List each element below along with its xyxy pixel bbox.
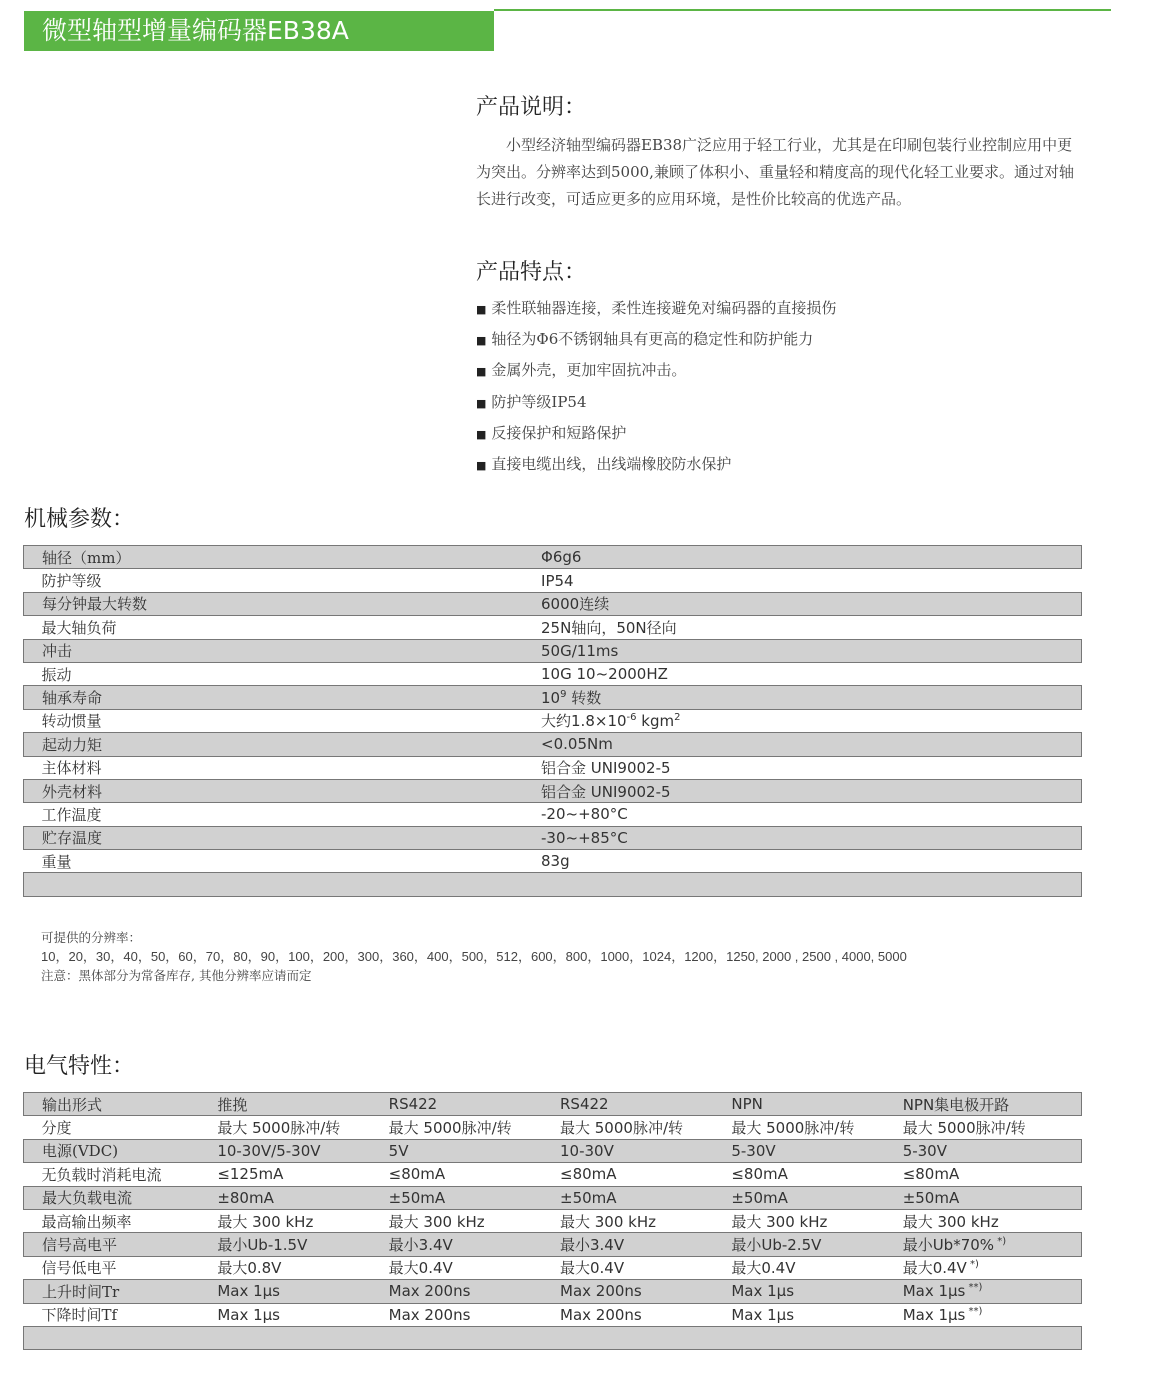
param-value-text: 铝合金 UNI9002-5: [541, 759, 671, 778]
cell-text: Max 200ns: [388, 1305, 471, 1324]
table-row: [24, 733, 1082, 756]
table-row: [24, 1303, 1082, 1326]
param-value: [523, 709, 1081, 732]
description-text: 小型经济轴型编码器EB38广泛应用于轻工行业，尤其是在印刷包装行业控制应用中更为突出。分辨率达到5000,兼顾了体积小、重量轻和精度高的现代化轻工业要求。通过对轴长进行改变，可适应更多的应用环境，是性价比较高的优选产品。: [476, 136, 1074, 208]
param-label: [24, 826, 524, 849]
table-row: [24, 592, 1082, 615]
electrical-value: [199, 1093, 370, 1116]
cell-text: 最小3.4V: [388, 1236, 453, 1255]
electrical-value: [371, 1280, 542, 1303]
feature-item: [476, 421, 836, 452]
cell-text: 电源(VDC): [42, 1142, 119, 1161]
table-row: [24, 1139, 1082, 1162]
bullet-icon: ■: [476, 334, 487, 348]
param-label: [24, 686, 524, 709]
table-row: [24, 1280, 1082, 1303]
cell-text: Max 1μs: [217, 1282, 280, 1301]
electrical-value: [371, 1163, 542, 1186]
electrical-value: [371, 1326, 542, 1349]
param-label: [24, 546, 524, 569]
cell-text: RS422: [388, 1095, 438, 1114]
param-value-sup: 2: [674, 712, 681, 724]
electrical-value: [885, 1256, 1082, 1279]
electrical-value: [885, 1093, 1082, 1116]
feature-item: [476, 296, 836, 327]
param-value: [523, 779, 1081, 802]
cell-text: 上升时间Tr: [42, 1282, 120, 1301]
param-value: [523, 850, 1081, 873]
param-value: [523, 616, 1081, 639]
electrical-value: [542, 1186, 713, 1209]
feature-item: [476, 327, 836, 358]
cell-text: 最大 300 kHz: [217, 1212, 314, 1231]
param-label-text: 贮存温度: [42, 829, 103, 848]
page-title-bar: [24, 11, 494, 51]
electrical-value: [885, 1186, 1082, 1209]
electrical-value: [885, 1326, 1082, 1349]
cell-text: ±50mA: [560, 1188, 617, 1207]
electrical-value: [713, 1116, 884, 1139]
table-row: [24, 616, 1082, 639]
electrical-value: [199, 1139, 370, 1162]
electrical-value: [542, 1139, 713, 1162]
table-row: [24, 709, 1082, 732]
cell-text: 最小Ub*70%: [902, 1236, 995, 1255]
feature-text: 防护等级IP54: [491, 392, 587, 411]
cell-text: NPN: [731, 1095, 763, 1114]
electrical-value: [199, 1280, 370, 1303]
param-value-sup: -6: [626, 712, 637, 724]
cell-text: 最大0.4V: [902, 1259, 967, 1278]
bullet-icon: ■: [476, 396, 487, 410]
cell-text: 最大 300 kHz: [560, 1212, 657, 1231]
param-label: [24, 803, 524, 826]
cell-text: 信号低电平: [41, 1259, 117, 1278]
electrical-value: [885, 1233, 1082, 1256]
electrical-value: [713, 1163, 884, 1186]
bullet-icon: ■: [476, 458, 487, 472]
electrical-value: [199, 1256, 370, 1279]
footnote-marker: *): [966, 1259, 979, 1271]
param-value-text: -30~+85°C: [541, 828, 628, 847]
electrical-value: [199, 1326, 370, 1349]
param-label-text: 转动惯量: [41, 712, 102, 731]
cell-text: Max 200ns: [388, 1282, 471, 1301]
feature-text: 柔性联轴器连接，柔性连接避免对编码器的直接损伤: [491, 299, 837, 317]
table-row: [24, 1093, 1082, 1116]
cell-text: 最大 300 kHz: [388, 1212, 485, 1231]
electrical-value: [713, 1209, 884, 1232]
param-value-text: 6000连续: [541, 595, 610, 614]
features-list: [476, 296, 836, 483]
param-label-text: 重量: [41, 852, 72, 871]
param-label: [24, 873, 524, 896]
cell-text: RS422: [560, 1095, 609, 1114]
param-value-text: 大约1.8×10: [541, 712, 627, 731]
param-label-text: 主体材料: [41, 759, 102, 778]
param-value-sup: 9: [560, 689, 567, 701]
electrical-value: [885, 1116, 1082, 1139]
cell-text: 最大 5000脉冲/转: [388, 1119, 512, 1138]
cell-text: ±50mA: [388, 1188, 446, 1207]
features-heading: 产品特点：: [476, 260, 587, 285]
electrical-label: [24, 1280, 200, 1303]
table-row: [24, 546, 1082, 569]
cell-text: 最大负载电流: [42, 1189, 133, 1208]
electrical-value: [199, 1186, 370, 1209]
table-row: [24, 662, 1082, 685]
cell-text: Max 1μs: [731, 1305, 795, 1324]
electrical-value: [713, 1233, 884, 1256]
table-row: [24, 803, 1082, 826]
cell-text: ≤125mA: [217, 1165, 284, 1184]
table-row: [24, 756, 1082, 779]
param-value-text: <0.05Nm: [541, 735, 613, 754]
title-divider: [494, 9, 1111, 11]
resolution-block: [41, 928, 907, 985]
resolution-label: 可提供的分辨率：: [41, 930, 142, 945]
param-value-text: 25N轴向，50N径向: [541, 618, 677, 637]
footnote-marker: *): [994, 1236, 1007, 1248]
cell-text: ≤80mA: [560, 1165, 617, 1184]
electrical-value: [713, 1256, 884, 1279]
table-row: [24, 850, 1082, 873]
electrical-label: [24, 1186, 200, 1209]
electrical-value: [885, 1209, 1082, 1232]
cell-text: 信号高电平: [42, 1236, 118, 1255]
electrical-value: [371, 1256, 542, 1279]
cell-text: 最小Ub-2.5V: [731, 1236, 822, 1255]
cell-text: 最小Ub-1.5V: [217, 1236, 308, 1255]
bullet-icon: ■: [476, 303, 487, 316]
cell-text: NPN集电极开路: [902, 1095, 1010, 1114]
electrical-value: [199, 1303, 370, 1326]
cell-text: 下降时间Tf: [41, 1306, 118, 1325]
electrical-label: [24, 1163, 200, 1186]
param-value: [523, 592, 1081, 615]
param-label: [24, 779, 524, 802]
table-row: [24, 1116, 1082, 1139]
param-label-text: 振动: [41, 665, 72, 684]
electrical-heading: 电气特性：: [24, 1054, 135, 1079]
param-value: [523, 733, 1081, 756]
cell-text: ≤80mA: [731, 1165, 788, 1184]
param-label: [24, 709, 524, 732]
param-value: [523, 803, 1081, 826]
electrical-value: [542, 1093, 713, 1116]
param-value: [523, 546, 1081, 569]
electrical-value: [371, 1093, 542, 1116]
param-value: [523, 569, 1081, 592]
electrical-label: [24, 1233, 200, 1256]
electrical-value: [542, 1326, 713, 1349]
param-value: [523, 873, 1081, 896]
resolution-values: 10，20，30，40，50，60，70，80，90，100，200，300，360，400，500，512，600，800，1000，1024，1200，1250, 2000 , 2500 , 4000, 5000: [41, 949, 907, 964]
cell-text: Max 1μs: [902, 1305, 966, 1324]
table-row: [24, 639, 1082, 662]
param-value-text: 50G/11ms: [541, 641, 619, 660]
param-label-text: 起动力矩: [42, 735, 103, 754]
param-label: [24, 756, 524, 779]
electrical-value: [542, 1209, 713, 1232]
cell-text: 最大 5000脉冲/转: [217, 1119, 341, 1138]
cell-text: 最大 5000脉冲/转: [902, 1119, 1026, 1138]
electrical-value: [713, 1326, 884, 1349]
electrical-value: [371, 1303, 542, 1326]
param-value-text: 铝合金 UNI9002-5: [541, 782, 671, 801]
cell-text: ±50mA: [902, 1188, 960, 1207]
electrical-table: [23, 1092, 1082, 1350]
feature-item: [476, 358, 836, 389]
cell-text: 最小3.4V: [560, 1236, 625, 1255]
param-value-text: Φ6g6: [541, 548, 582, 567]
electrical-label: [24, 1139, 200, 1162]
electrical-value: [371, 1139, 542, 1162]
param-label: [24, 569, 524, 592]
param-label: [24, 662, 524, 685]
cell-text: ±80mA: [217, 1188, 274, 1207]
param-label-text: 最大轴负荷: [41, 618, 117, 637]
electrical-value: [713, 1280, 884, 1303]
param-value-text: 10: [541, 689, 561, 708]
electrical-value: [199, 1163, 370, 1186]
cell-text: 分度: [41, 1119, 72, 1138]
electrical-value: [371, 1186, 542, 1209]
param-value: [523, 826, 1081, 849]
param-value: [523, 639, 1081, 662]
table-row: [24, 1326, 1082, 1349]
electrical-value: [199, 1209, 370, 1232]
cell-text: 推挽: [217, 1095, 248, 1114]
bullet-icon: ■: [476, 365, 487, 379]
cell-text: Max 1μs: [217, 1305, 280, 1324]
param-value: [523, 686, 1081, 709]
table-row: [24, 1163, 1082, 1186]
table-row: [24, 826, 1082, 849]
electrical-value: [542, 1303, 713, 1326]
table-row: [24, 1256, 1082, 1279]
param-value: [523, 756, 1081, 779]
electrical-value: [542, 1116, 713, 1139]
electrical-value: [885, 1303, 1082, 1326]
electrical-value: [542, 1163, 713, 1186]
cell-text: 最大0.4V: [560, 1259, 625, 1278]
cell-text: 最大0.4V: [388, 1259, 453, 1278]
electrical-value: [713, 1093, 884, 1116]
cell-text: 10-30V: [560, 1141, 614, 1160]
cell-text: 最大 300 kHz: [902, 1212, 999, 1231]
feature-text: 反接保护和短路保护: [491, 423, 627, 442]
electrical-label: [24, 1116, 200, 1139]
cell-text: Max 1μs: [902, 1282, 966, 1301]
param-label: [24, 733, 524, 756]
mechanical-heading: 机械参数：: [24, 507, 135, 532]
feature-text: 金属外壳，更加牢固抗冲击。: [491, 361, 687, 380]
footnote-marker: **): [965, 1305, 983, 1317]
feature-text: 轴径为Φ6不锈钢轴具有更高的稳定性和防护能力: [491, 330, 814, 349]
cell-text: ±50mA: [731, 1188, 788, 1207]
cell-text: 最大 5000脉冲/转: [560, 1119, 683, 1138]
cell-text: 最大0.8V: [217, 1259, 282, 1278]
cell-text: Max 200ns: [560, 1282, 642, 1301]
cell-text: 5-30V: [902, 1141, 947, 1160]
param-label-text: 轴承寿命: [42, 689, 103, 708]
cell-text: 5-30V: [731, 1141, 776, 1160]
cell-text: 输出形式: [42, 1095, 103, 1114]
cell-text: Max 200ns: [560, 1305, 642, 1324]
cell-text: 最大0.4V: [731, 1259, 796, 1278]
mechanical-table: [23, 545, 1082, 897]
electrical-label: [24, 1256, 200, 1279]
param-label: [24, 592, 524, 615]
electrical-value: [885, 1139, 1082, 1162]
param-label: [24, 616, 524, 639]
cell-text: 5V: [388, 1141, 409, 1160]
param-label-text: 工作温度: [41, 805, 102, 824]
param-value-suffix: kgm: [636, 712, 675, 731]
electrical-value: [371, 1116, 542, 1139]
param-label: [24, 850, 524, 873]
cell-text: 最大 300 kHz: [731, 1212, 828, 1231]
electrical-label: [24, 1209, 200, 1232]
param-value: [523, 662, 1081, 685]
electrical-label: [24, 1093, 200, 1116]
electrical-value: [199, 1233, 370, 1256]
electrical-value: [542, 1233, 713, 1256]
cell-text: 无负载时消耗电流: [41, 1165, 162, 1184]
table-row: [24, 1186, 1082, 1209]
param-value-text: 10G 10~2000HZ: [541, 665, 668, 684]
param-value-suffix: 转数: [566, 689, 602, 708]
page-title: 微型轴型增量编码器EB38A: [42, 16, 349, 45]
cell-text: ≤80mA: [388, 1165, 446, 1184]
param-value-text: 83g: [541, 852, 570, 871]
table-row: [24, 779, 1082, 802]
param-value-text: IP54: [541, 571, 574, 590]
footnote-marker: **): [965, 1282, 983, 1294]
feature-text: 直接电缆出线，出线端橡胶防水保护: [491, 454, 732, 473]
electrical-value: [371, 1209, 542, 1232]
electrical-value: [885, 1163, 1082, 1186]
table-row: [24, 873, 1082, 896]
cell-text: 最高输出频率: [41, 1212, 132, 1231]
electrical-value: [713, 1139, 884, 1162]
electrical-value: [713, 1303, 884, 1326]
electrical-value: [542, 1280, 713, 1303]
param-label-text: 防护等级: [41, 572, 102, 591]
cell-text: 最大 5000脉冲/转: [731, 1119, 855, 1138]
bullet-icon: ■: [476, 427, 487, 441]
electrical-value: [199, 1116, 370, 1139]
param-value-text: -20~+80°C: [541, 805, 628, 824]
feature-item: [476, 390, 836, 421]
param-label-text: 外壳材料: [42, 782, 103, 801]
electrical-value: [371, 1233, 542, 1256]
description-heading: 产品说明：: [476, 95, 587, 120]
feature-item: [476, 452, 836, 483]
param-label: [24, 639, 524, 662]
param-label-text: 冲击: [42, 642, 73, 661]
param-label-text: 轴径（mm）: [42, 548, 131, 567]
electrical-label: [24, 1326, 200, 1349]
electrical-value: [885, 1280, 1082, 1303]
electrical-label: [24, 1303, 200, 1326]
table-row: [24, 1233, 1082, 1256]
electrical-value: [713, 1186, 884, 1209]
table-row: [24, 569, 1082, 592]
cell-text: ≤80mA: [902, 1165, 960, 1184]
table-row: [24, 686, 1082, 709]
cell-text: 10-30V/5-30V: [217, 1141, 321, 1160]
resolution-note: 注意：黑体部分为常备库存, 其他分辨率应请而定: [41, 968, 312, 983]
table-row: [24, 1209, 1082, 1232]
electrical-value: [542, 1256, 713, 1279]
param-label-text: 每分钟最大转数: [42, 595, 148, 614]
cell-text: Max 1μs: [731, 1282, 795, 1301]
